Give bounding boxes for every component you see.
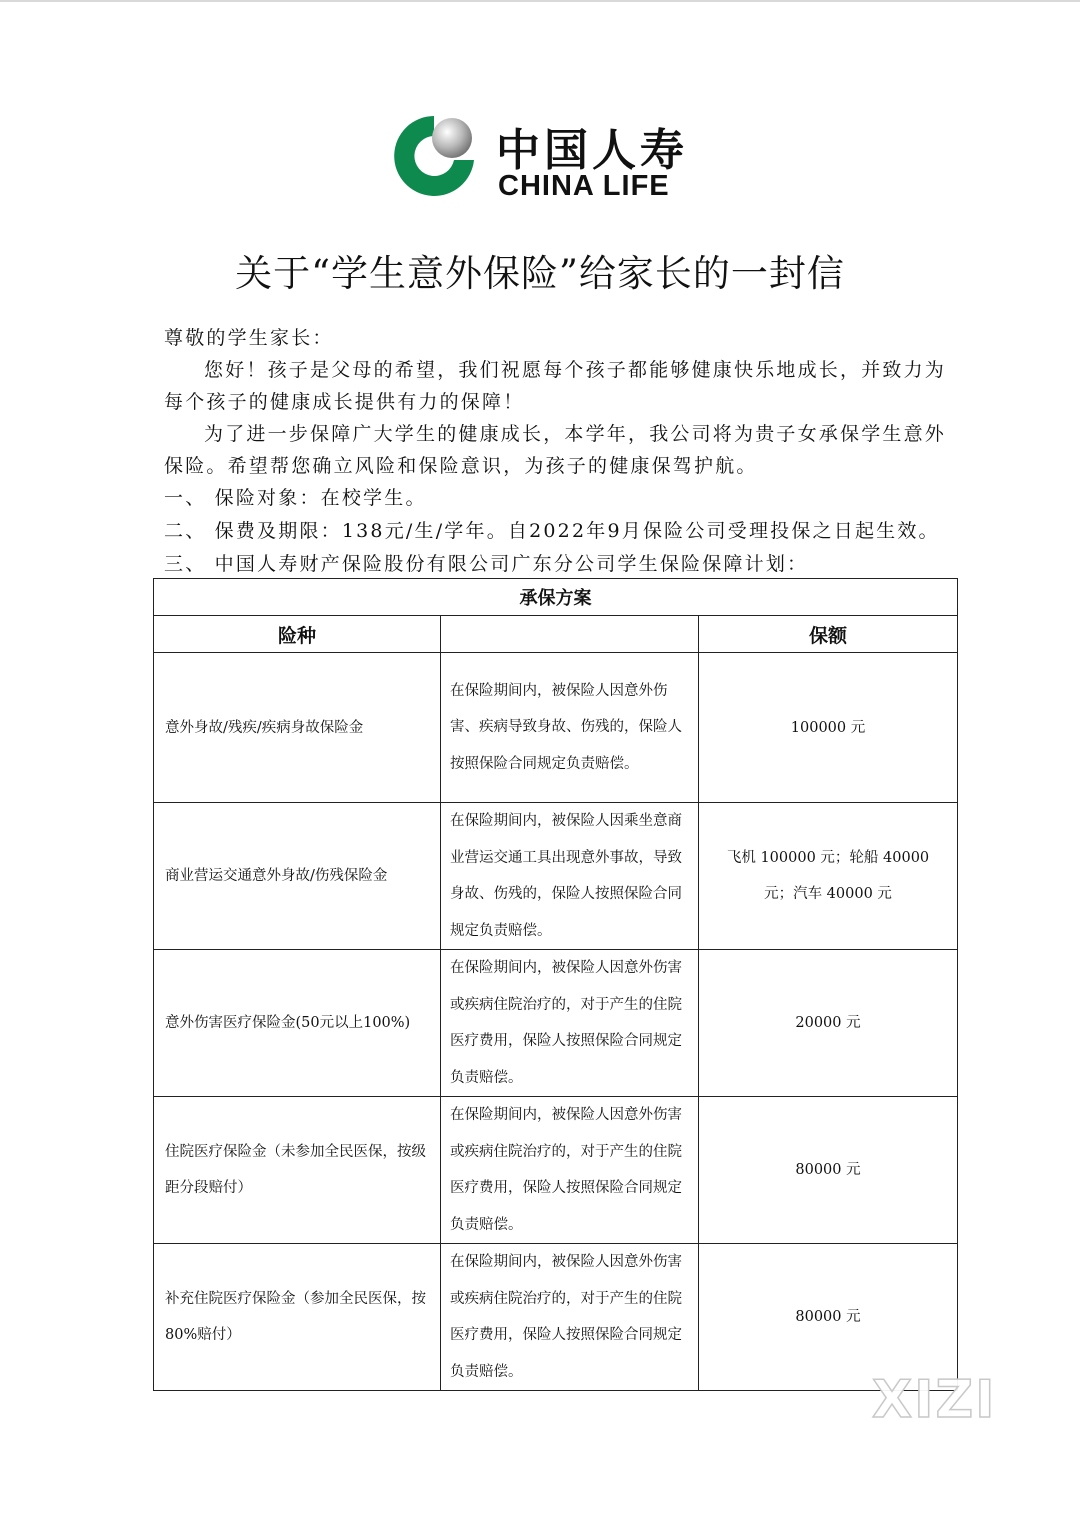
row-amount: 20000 元 — [699, 950, 958, 1097]
letter-title: 关于“学生意外保险”给家长的一封信 — [235, 252, 845, 295]
row-desc: 在保险期间内，被保险人因意外伤害或疾病住院治疗的，对于产生的住院医疗费用，保险人按照保险合同规定负责赔偿。 — [441, 950, 699, 1097]
table-row — [154, 1244, 958, 1391]
row-desc: 在保险期间内，被保险人因意外伤害或疾病住院治疗的，对于产生的住院医疗费用，保险人按照保险合同规定负责赔偿。 — [441, 1244, 699, 1391]
row-amount: 飞机 100000 元；轮船 40000 元；汽车 40000 元 — [699, 803, 958, 950]
china-life-emblem-icon — [388, 110, 480, 202]
table-caption: 承保方案 — [154, 579, 958, 616]
item-plan-heading: 三、 中国人寿财产保险股份有限公司广东分公司学生保险保障计划： — [164, 553, 809, 575]
row-desc: 在保险期间内，被保险人因乘坐意商业营运交通工具出现意外事故，导致身故、伤残的，保险人按照保险合同规定负责赔偿。 — [441, 803, 699, 950]
header-amount: 保额 — [699, 616, 958, 653]
item-insured-target: 一、 保险对象：在校学生。 — [164, 487, 427, 509]
logo-chinese-name: 中国人寿 — [496, 125, 688, 176]
coverage-table — [153, 578, 958, 1391]
header-desc — [441, 616, 699, 653]
row-amount: 100000 元 — [699, 653, 958, 803]
table-header-row — [154, 616, 958, 653]
table-row — [154, 803, 958, 950]
row-amount: 80000 元 — [699, 1097, 958, 1244]
salutation: 尊敬的学生家长： — [164, 327, 334, 349]
table-row — [154, 653, 958, 803]
header-type: 险种 — [154, 616, 441, 653]
china-life-logo — [388, 110, 733, 210]
row-amount: 80000 元 — [699, 1244, 958, 1391]
row-type: 住院医疗保险金（未参加全民医保，按级距分段赔付） — [154, 1097, 441, 1244]
row-type: 补充住院医疗保险金（参加全民医保，按 80%赔付） — [154, 1244, 441, 1391]
top-border — [0, 0, 1080, 2]
row-desc: 在保险期间内，被保险人因意外伤害或疾病住院治疗的，对于产生的住院医疗费用，保险人按照保险合同规定负责赔偿。 — [441, 1097, 699, 1244]
row-type: 意外身故/残疾/疾病身故保险金 — [154, 653, 441, 803]
table-row — [154, 1097, 958, 1244]
row-type: 意外伤害医疗保险金(50元以上100%) — [154, 950, 441, 1097]
table-row — [154, 950, 958, 1097]
paragraph-purpose: 为了进一步保障广大学生的健康成长，本学年，我公司将为贵子女承保学生意外保险。希望帮您确立风险和保险意识，为孩子的健康保驾护航。 — [164, 423, 947, 477]
row-type: 商业营运交通意外身故/伤残保险金 — [154, 803, 441, 950]
table-caption-row — [154, 579, 958, 616]
item-premium-period: 二、 保费及期限：138元/生/学年。自2022年9月保险公司受理投保之日起生效。 — [164, 520, 940, 542]
paragraph-greeting: 您好！孩子是父母的希望，我们祝愿每个孩子都能够健康快乐地成长，并致力为每个孩子的健康成长提供有力的保障！ — [164, 359, 947, 413]
row-desc: 在保险期间内，被保险人因意外伤害、疾病导致身故、伤残的，保险人按照保险合同规定负责赔偿。 — [441, 653, 699, 803]
logo-english-name: CHINA LIFE — [498, 170, 670, 202]
site-watermark: XIZI — [872, 1370, 997, 1430]
